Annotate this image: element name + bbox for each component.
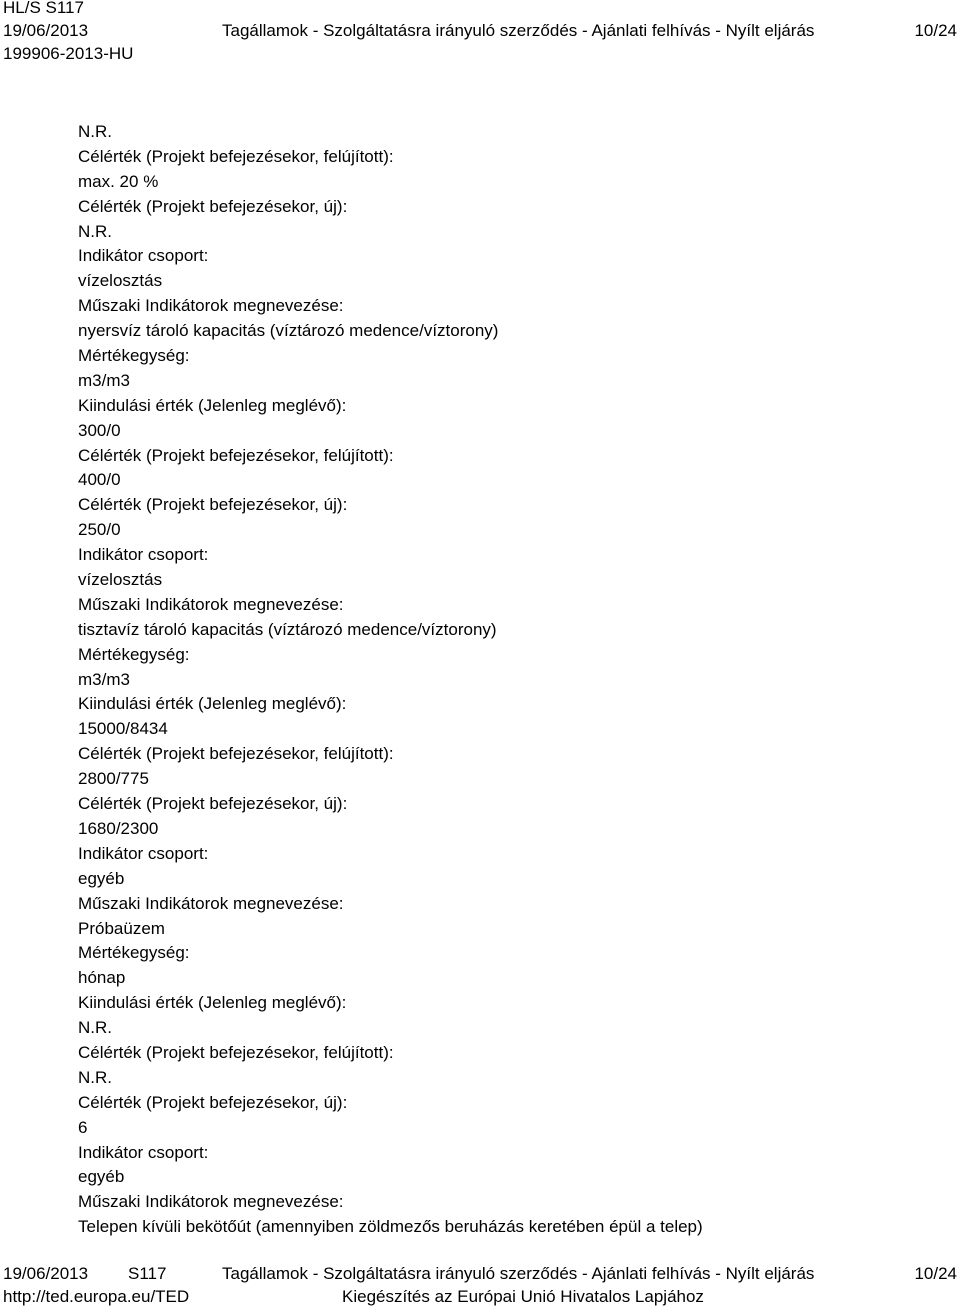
footer-page-number: 10/24 bbox=[914, 1264, 957, 1283]
text-line: egyéb bbox=[78, 1167, 125, 1187]
text-line: Indikátor csoport: bbox=[78, 246, 209, 266]
header-date: 19/06/2013 bbox=[3, 21, 89, 40]
text-line: egyéb bbox=[78, 868, 125, 888]
text-line: nyersvíz tároló kapacitás (víztározó medence/víztorony) bbox=[78, 321, 499, 341]
text-line: N.R. bbox=[78, 122, 112, 141]
text-line: Indikátor csoport: bbox=[78, 545, 209, 565]
text-line: 250/0 bbox=[78, 520, 121, 540]
text-line: vízelosztás bbox=[78, 570, 163, 590]
header-row-2 bbox=[3, 21, 957, 44]
text-line: 2800/775 bbox=[78, 769, 149, 789]
text-line: tisztavíz tároló kapacitás (víztározó medence/víztorony) bbox=[78, 619, 497, 639]
text-line: N.R. bbox=[78, 1018, 112, 1038]
header-page-number: 10/24 bbox=[914, 21, 957, 40]
text-line: Célérték (Projekt befejezésekor, új): bbox=[78, 196, 348, 216]
text-line: hónap bbox=[78, 968, 126, 988]
text-line: Indikátor csoport: bbox=[78, 843, 209, 863]
notice-id: 199906-2013-HU bbox=[3, 44, 134, 63]
text-line: Indikátor csoport: bbox=[78, 1142, 209, 1162]
footer-title: Tagállamok - Szolgáltatásra irányuló szerződés - Ajánlati felhívás - Nyílt eljárás bbox=[222, 1264, 815, 1283]
page-header bbox=[3, 0, 957, 69]
text-line: Célérték (Projekt befejezésekor, felújított): bbox=[78, 146, 394, 166]
ted-link[interactable]: http://ted.europa.eu/TED bbox=[3, 1287, 190, 1306]
header-row-1 bbox=[3, 0, 957, 23]
text-line: Műszaki Indikátorok megnevezése: bbox=[78, 893, 344, 913]
text-line: Kiindulási érték (Jelenleg meglévő): bbox=[78, 993, 347, 1013]
text-line: 300/0 bbox=[78, 420, 121, 440]
text-line: Műszaki Indikátorok megnevezése: bbox=[78, 1192, 344, 1212]
header-title: Tagállamok - Szolgáltatásra irányuló szerződés - Ajánlati felhívás - Nyílt eljárás bbox=[222, 21, 815, 40]
text-line: m3/m3 bbox=[78, 669, 130, 689]
journal-supplement: Kiegészítés az Európai Unió Hivatalos Lapjához bbox=[342, 1287, 704, 1306]
text-line: 400/0 bbox=[78, 470, 121, 490]
text-line: 6 bbox=[78, 1117, 88, 1137]
footer-row-1 bbox=[3, 1264, 957, 1287]
text-line: m3/m3 bbox=[78, 370, 130, 390]
text-line: Telepen kívüli bekötőút (amennyiben zöldmezős beruházás keretében épül a telep) bbox=[78, 1217, 703, 1237]
text-line: Mértékegység: bbox=[78, 346, 190, 366]
text-line: Célérték (Projekt befejezésekor, új): bbox=[78, 1092, 348, 1112]
footer-date: 19/06/2013 bbox=[3, 1264, 89, 1283]
header-row-3 bbox=[3, 44, 957, 67]
indicator-list bbox=[78, 120, 938, 1240]
text-line: Célérték (Projekt befejezésekor, felújított): bbox=[78, 744, 394, 764]
text-line: 1680/2300 bbox=[78, 818, 159, 838]
doc-code: HL/S S117 bbox=[3, 0, 84, 17]
text-line: N.R. bbox=[78, 221, 112, 241]
text-line: Kiindulási érték (Jelenleg meglévő): bbox=[78, 694, 347, 714]
text-line: Célérték (Projekt befejezésekor, felújított): bbox=[78, 445, 394, 465]
text-line: N.R. bbox=[78, 1067, 112, 1087]
text-line: Műszaki Indikátorok megnevezése: bbox=[78, 296, 344, 316]
text-line: Célérték (Projekt befejezésekor, új): bbox=[78, 495, 348, 515]
footer-series: S117 bbox=[128, 1264, 167, 1283]
text-line: Célérték (Projekt befejezésekor, új): bbox=[78, 794, 348, 814]
text-line: Műszaki Indikátorok megnevezése: bbox=[78, 594, 344, 614]
text-line: Mértékegység: bbox=[78, 644, 190, 664]
footer-row-2 bbox=[3, 1287, 957, 1310]
text-line: Kiindulási érték (Jelenleg meglévő): bbox=[78, 395, 347, 415]
text-line: Mértékegység: bbox=[78, 943, 190, 963]
text-line: 15000/8434 bbox=[78, 719, 168, 739]
text-line: vízelosztás bbox=[78, 271, 163, 291]
page-footer bbox=[3, 1264, 957, 1310]
text-line: Próbaüzem bbox=[78, 918, 165, 938]
text-line: max. 20 % bbox=[78, 171, 159, 191]
text-line: Célérték (Projekt befejezésekor, felújított): bbox=[78, 1042, 394, 1062]
